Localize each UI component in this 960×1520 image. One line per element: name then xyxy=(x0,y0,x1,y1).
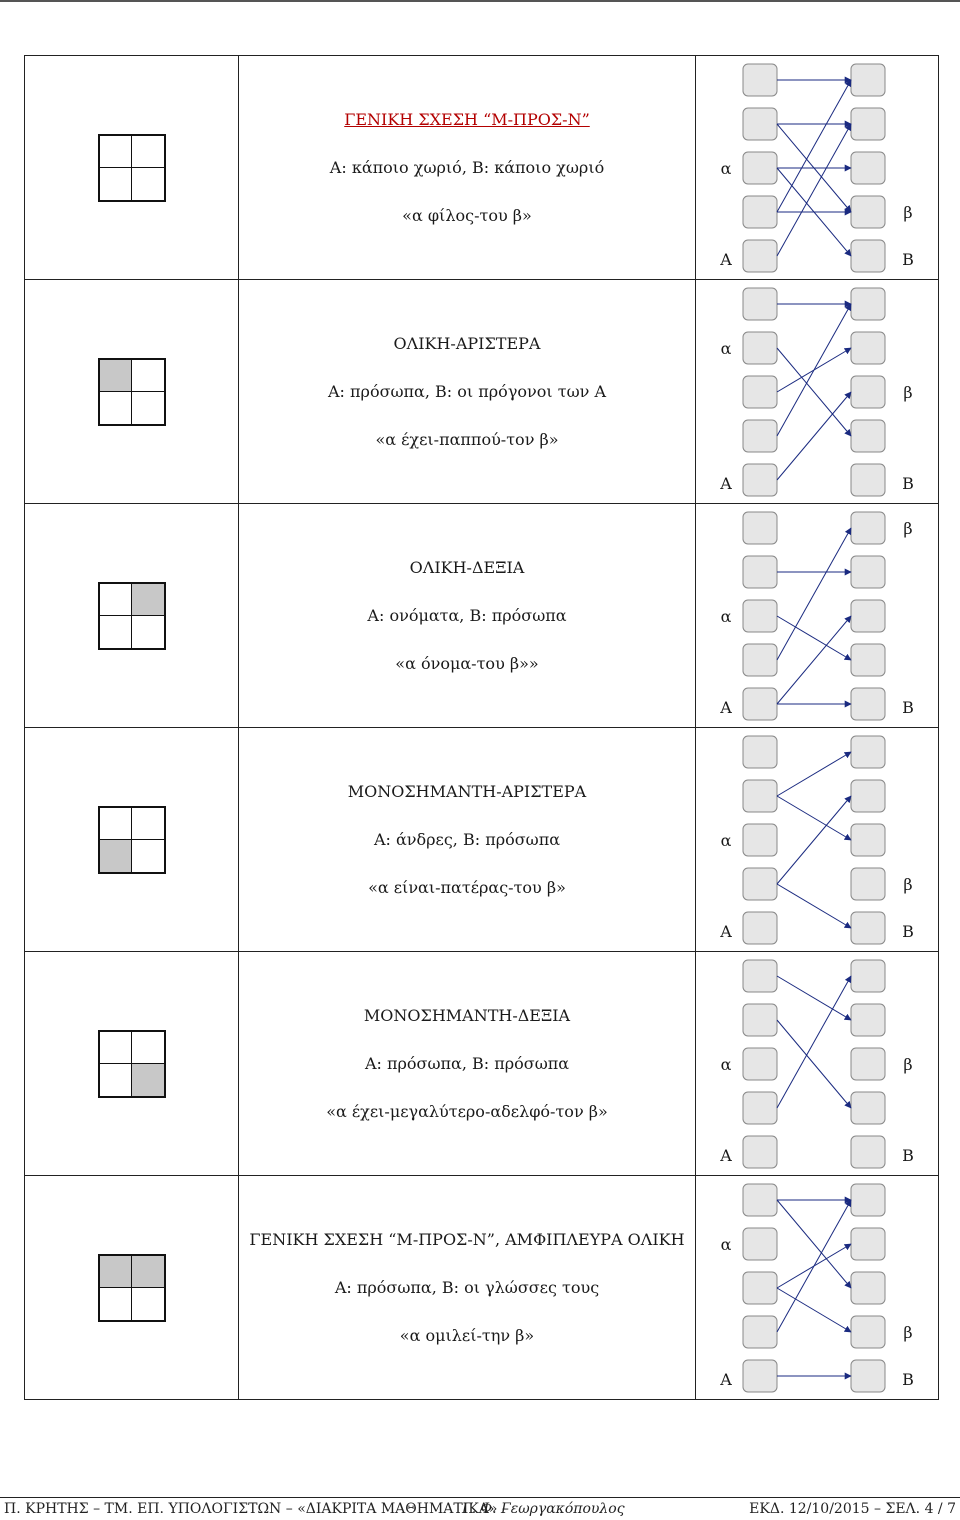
quadrant-cell xyxy=(25,56,239,280)
quadrant-square xyxy=(100,1032,132,1064)
domain-a-box xyxy=(743,464,777,496)
domain-a-box xyxy=(743,1048,777,1080)
domain-b-box xyxy=(851,780,885,812)
quadrant-cell xyxy=(25,1176,239,1400)
element-alpha-label: α xyxy=(720,831,732,850)
quadrant-square xyxy=(100,168,132,200)
quadrant-square xyxy=(132,392,164,424)
quadrant-grid xyxy=(98,1030,166,1098)
quadrant-grid xyxy=(98,806,166,874)
quadrant-square xyxy=(132,360,164,392)
quadrant-square xyxy=(132,1032,164,1064)
domain-b-box xyxy=(851,152,885,184)
relation-title: ΓΕΝΙΚΗ ΣΧΕΣΗ “Μ-ΠΡΟΣ-Ν”, ΑΜΦΙΠΛΕΥΡΑ ΟΛΙΚΗ xyxy=(249,1229,685,1249)
domain-b-box xyxy=(851,464,885,496)
quadrant-grid xyxy=(98,582,166,650)
relation-row xyxy=(25,504,939,728)
mapping-arrow xyxy=(777,616,851,704)
set-a-label: Α xyxy=(720,1146,732,1165)
relation-row xyxy=(25,1176,939,1400)
relation-example: «α είναι-πατέρας-του β» xyxy=(368,877,566,897)
relation-example: «α ομιλεί-την β» xyxy=(399,1325,535,1345)
domain-b-box xyxy=(851,1004,885,1036)
relation-domains: Α: άνδρες, Β: πρόσωπα xyxy=(373,829,561,849)
element-beta-label: β xyxy=(903,875,913,894)
quadrant-square xyxy=(100,808,132,840)
set-a-label: Α xyxy=(720,1370,732,1389)
domain-a-box xyxy=(743,780,777,812)
domain-a-box xyxy=(743,556,777,588)
mapping-arrow xyxy=(777,528,851,660)
mapping-diagram xyxy=(696,952,938,1175)
mapping-diagram xyxy=(696,1176,938,1399)
relations-table xyxy=(24,55,939,1400)
relation-example: «α έχει-μεγαλύτερο-αδελφό-τον β» xyxy=(326,1101,608,1121)
domain-b-box xyxy=(851,556,885,588)
domain-a-box xyxy=(743,644,777,676)
quadrant-grid xyxy=(98,1254,166,1322)
footer-left: Π. ΚΡΗΤΗΣ – ΤΜ. ΕΠ. ΥΠΟΛΟΓΙΣΤΩΝ – «ΔΙΑΚΡΙΤΑ ΜΑΘΗΜΑΤΙΚΑ» – xyxy=(4,1501,509,1517)
domain-b-box xyxy=(851,736,885,768)
domain-b-box xyxy=(851,64,885,96)
quadrant-square xyxy=(100,1288,132,1320)
mapping-diagram xyxy=(696,56,938,279)
domain-b-box xyxy=(851,1048,885,1080)
element-alpha-label: α xyxy=(720,1235,732,1254)
relation-title: ΜΟΝΟΣΗΜΑΝΤΗ-ΑΡΙΣΤΕΡΑ xyxy=(347,781,587,801)
domain-a-box xyxy=(743,1228,777,1260)
domain-a-box xyxy=(743,240,777,272)
quadrant-square xyxy=(100,360,132,392)
quadrant-cell xyxy=(25,280,239,504)
mapping-diagram xyxy=(696,728,938,951)
domain-a-box xyxy=(743,512,777,544)
relation-domains: Α: πρόσωπα, Β: πρόσωπα xyxy=(364,1053,570,1073)
quadrant-square xyxy=(100,584,132,616)
quadrant-square xyxy=(132,616,164,648)
relation-row xyxy=(25,952,939,1176)
element-alpha-label: α xyxy=(720,339,732,358)
relation-title: ΜΟΝΟΣΗΜΑΝΤΗ-ΔΕΞΙΑ xyxy=(363,1005,571,1025)
set-b-label: Β xyxy=(902,922,914,941)
quadrant-square xyxy=(132,1256,164,1288)
domain-b-box xyxy=(851,688,885,720)
domain-a-box xyxy=(743,736,777,768)
domain-b-box xyxy=(851,1184,885,1216)
domain-b-box xyxy=(851,240,885,272)
relation-domains: Α: πρόσωπα, Β: οι πρόγονοι των Α xyxy=(327,381,606,401)
quadrant-square xyxy=(132,1064,164,1096)
set-b-label: Β xyxy=(902,1146,914,1165)
domain-b-box xyxy=(851,108,885,140)
domain-a-box xyxy=(743,824,777,856)
quadrant-grid xyxy=(98,358,166,426)
domain-a-box xyxy=(743,152,777,184)
quadrant-square xyxy=(100,840,132,872)
domain-b-box xyxy=(851,600,885,632)
mapping-diagram-cell xyxy=(696,728,939,952)
domain-b-box xyxy=(851,1316,885,1348)
domain-a-box xyxy=(743,1136,777,1168)
quadrant-square xyxy=(132,168,164,200)
quadrant-cell xyxy=(25,952,239,1176)
domain-b-box xyxy=(851,1360,885,1392)
relation-row xyxy=(25,728,939,952)
relation-example: «α έχει-παππού-τον β» xyxy=(375,429,559,449)
domain-a-box xyxy=(743,960,777,992)
set-a-label: Α xyxy=(720,698,732,717)
set-a-label: Α xyxy=(720,922,732,941)
quadrant-square xyxy=(132,808,164,840)
quadrant-square xyxy=(100,136,132,168)
relation-example: «α όνομα-του β»» xyxy=(395,653,539,673)
quadrant-cell xyxy=(25,504,239,728)
domain-b-box xyxy=(851,868,885,900)
mapping-arrow xyxy=(777,752,851,796)
description-cell xyxy=(239,280,696,504)
domain-a-box xyxy=(743,1316,777,1348)
relation-domains: Α: κάποιο χωριό, Β: κάποιο χωριό xyxy=(329,157,605,177)
relation-example: «α φίλος-του β» xyxy=(402,205,532,225)
domain-b-box xyxy=(851,960,885,992)
element-beta-label: β xyxy=(903,383,913,402)
description-cell xyxy=(239,1176,696,1400)
mapping-arrow xyxy=(777,884,851,928)
domain-a-box xyxy=(743,64,777,96)
set-b-label: Β xyxy=(902,1370,914,1389)
element-beta-label: β xyxy=(903,519,913,538)
mapping-arrow xyxy=(777,796,851,840)
set-b-label: Β xyxy=(902,474,914,493)
mapping-diagram-cell xyxy=(696,504,939,728)
domain-a-box xyxy=(743,912,777,944)
domain-a-box xyxy=(743,196,777,228)
element-alpha-label: α xyxy=(720,1055,732,1074)
mapping-diagram-cell xyxy=(696,280,939,504)
domain-b-box xyxy=(851,420,885,452)
element-alpha-label: α xyxy=(720,607,732,626)
mapping-arrow xyxy=(777,80,851,212)
domain-a-box xyxy=(743,108,777,140)
mapping-arrow xyxy=(777,304,851,436)
domain-b-box xyxy=(851,824,885,856)
quadrant-square xyxy=(132,136,164,168)
mapping-arrow xyxy=(777,348,851,436)
description-cell xyxy=(239,952,696,1176)
quadrant-square xyxy=(132,584,164,616)
page-footer xyxy=(0,1497,960,1520)
quadrant-grid xyxy=(98,134,166,202)
element-beta-label: β xyxy=(903,1323,913,1342)
set-b-label: Β xyxy=(902,250,914,269)
mapping-arrow xyxy=(777,616,851,660)
element-alpha-label: α xyxy=(720,159,732,178)
domain-a-box xyxy=(743,288,777,320)
quadrant-square xyxy=(132,840,164,872)
mapping-diagram xyxy=(696,280,938,503)
quadrant-cell xyxy=(25,728,239,952)
footer-right: ΕΚΔ. 12/10/2015 – ΣΕΛ. 4 / 7 xyxy=(749,1501,956,1517)
top-rule xyxy=(0,0,960,2)
domain-b-box xyxy=(851,376,885,408)
domain-a-box xyxy=(743,420,777,452)
domain-b-box xyxy=(851,1136,885,1168)
mapping-arrow xyxy=(777,392,851,480)
domain-b-box xyxy=(851,912,885,944)
domain-b-box xyxy=(851,512,885,544)
relation-domains: Α: ονόματα, Β: πρόσωπα xyxy=(367,605,567,625)
domain-b-box xyxy=(851,332,885,364)
description-cell xyxy=(239,728,696,952)
domain-b-box xyxy=(851,196,885,228)
domain-a-box xyxy=(743,1272,777,1304)
mapping-arrow xyxy=(777,124,851,256)
domain-b-box xyxy=(851,1272,885,1304)
domain-a-box xyxy=(743,332,777,364)
set-b-label: Β xyxy=(902,698,914,717)
quadrant-square xyxy=(100,392,132,424)
quadrant-square xyxy=(100,1064,132,1096)
mapping-diagram-cell xyxy=(696,1176,939,1400)
domain-a-box xyxy=(743,1004,777,1036)
relation-row xyxy=(25,280,939,504)
description-cell xyxy=(239,56,696,280)
domain-b-box xyxy=(851,1228,885,1260)
relation-title: ΓΕΝΙΚΗ ΣΧΕΣΗ “Μ-ΠΡΟΣ-Ν” xyxy=(344,109,590,129)
quadrant-square xyxy=(100,1256,132,1288)
relation-row xyxy=(25,56,939,280)
domain-a-box xyxy=(743,1360,777,1392)
quadrant-square xyxy=(100,616,132,648)
domain-a-box xyxy=(743,688,777,720)
set-a-label: Α xyxy=(720,474,732,493)
mapping-arrow xyxy=(777,976,851,1108)
domain-b-box xyxy=(851,288,885,320)
domain-b-box xyxy=(851,1092,885,1124)
set-a-label: Α xyxy=(720,250,732,269)
quadrant-square xyxy=(132,1288,164,1320)
mapping-diagram xyxy=(696,504,938,727)
domain-b-box xyxy=(851,644,885,676)
mapping-arrow xyxy=(777,1200,851,1288)
relation-title: ΟΛΙΚΗ-ΔΕΞΙΑ xyxy=(409,557,525,577)
domain-a-box xyxy=(743,1092,777,1124)
relation-title: ΟΛΙΚΗ-ΑΡΙΣΤΕΡΑ xyxy=(393,333,541,353)
mapping-arrow xyxy=(777,1200,851,1332)
mapping-arrow xyxy=(777,1020,851,1108)
relation-domains: Α: πρόσωπα, Β: οι γλώσσες τους xyxy=(334,1277,600,1297)
mapping-arrow xyxy=(777,976,851,1020)
domain-a-box xyxy=(743,376,777,408)
mapping-diagram-cell xyxy=(696,952,939,1176)
domain-a-box xyxy=(743,1184,777,1216)
domain-a-box xyxy=(743,600,777,632)
domain-a-box xyxy=(743,868,777,900)
element-beta-label: β xyxy=(903,203,913,222)
mapping-diagram-cell xyxy=(696,56,939,280)
mapping-arrow xyxy=(777,796,851,884)
footer-author: Γ. Φ. Γεωργακόπουλος xyxy=(462,1501,625,1517)
mapping-arrow xyxy=(777,1288,851,1332)
element-beta-label: β xyxy=(903,1055,913,1074)
description-cell xyxy=(239,504,696,728)
